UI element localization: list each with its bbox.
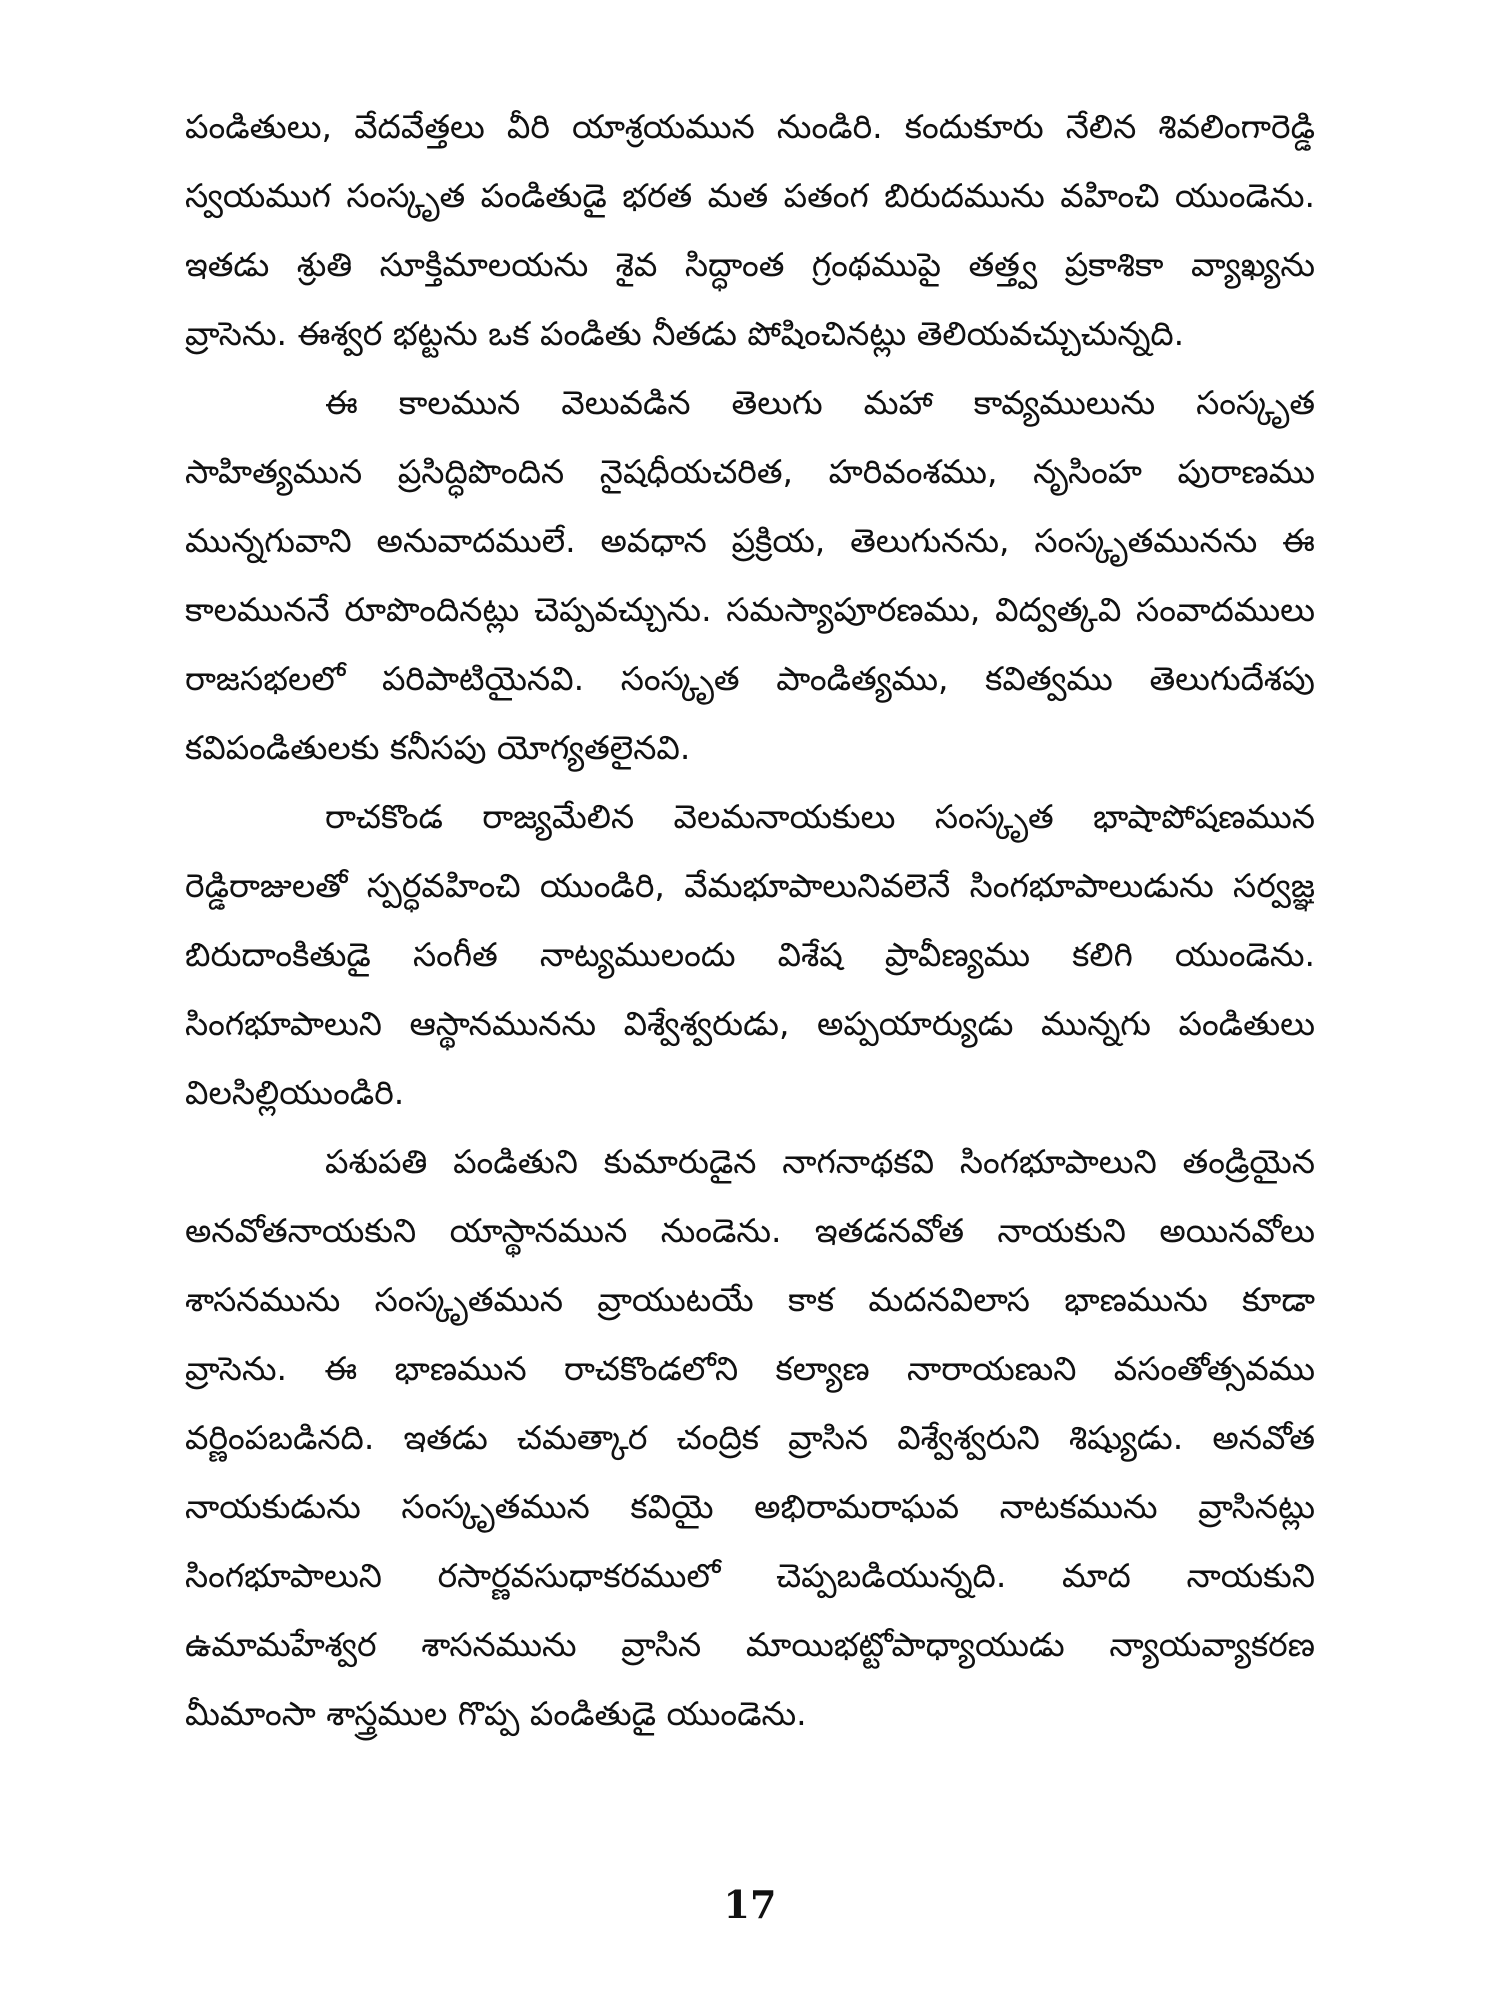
text-line: సింగభూపాలుని ఆస్థానమునను విశ్వేశ్వరుడు, అప్పయార్యుడు మున్నగు పండితులు bbox=[185, 1004, 1315, 1043]
text-line: పశుపతి పండితుని కుమారుడైన నాగనాథకవి సింగభూపాలుని తండ్రియైన bbox=[325, 1142, 1315, 1181]
text-line: వ్రాసెను. ఈ భాణమున రాచకొండలోని కల్యాణ నారాయణుని వసంతోత్సవము bbox=[185, 1349, 1315, 1388]
text-line: రాచకొండ రాజ్యమేలిన వెలమనాయకులు సంస్కృత భాషాపోషణమున bbox=[325, 797, 1315, 836]
text-line: మున్నగువాని అనువాదములే. అవధాన ప్రక్రియ, తెలుగునను, సంస్కృతమునను ఈ bbox=[185, 521, 1315, 560]
text-line: విలసిల్లియుండిరి. bbox=[185, 1073, 405, 1112]
body-text bbox=[185, 92, 1315, 1748]
text-line: సింగభూపాలుని రసార్ణవసుధాకరములో చెప్పబడియున్నది. మాద నాయకుని bbox=[185, 1556, 1315, 1595]
text-line: ఈ కాలమున వెలువడిన తెలుగు మహా కావ్యములును సంస్కృత bbox=[325, 383, 1315, 422]
text-line: వర్ణింపబడినది. ఇతడు చమత్కార చంద్రిక వ్రాసిన విశ్వేశ్వరుని శిష్యుడు. అనవోత bbox=[185, 1418, 1315, 1457]
text-line: మీమాంసా శాస్త్రముల గొప్ప పండితుడై యుండెను. bbox=[185, 1694, 807, 1733]
text-line: నాయకుడును సంస్కృతమున కవియై అభిరామరాఘవ నాటకమును వ్రాసినట్లు bbox=[185, 1487, 1315, 1526]
text-line: ఇతడు శ్రుతి సూక్తిమాలయను శైవ సిద్ధాంత గ్రంథముపై తత్త్వ ప్రకాశికా వ్యాఖ్యను bbox=[185, 245, 1315, 284]
text-line: రాజసభలలో పరిపాటియైనవి. సంస్కృత పాండిత్యము, కవిత్వము తెలుగుదేశపు bbox=[185, 659, 1315, 698]
text-line: ఉమామహేశ్వర శాసనమును వ్రాసిన మాయిభట్టోపాధ్యాయుడు న్యాయవ్యాకరణ bbox=[185, 1625, 1315, 1664]
page-number: 17 bbox=[723, 1882, 777, 1927]
text-line: పండితులు, వేదవేత్తలు వీరి యాశ్రయమున నుండిరి. కందుకూరు నేలిన శివలింగారెడ్డి bbox=[185, 107, 1315, 146]
text-line: రెడ్డిరాజులతో స్పర్ధవహించి యుండిరి, వేమభూపాలునివలెనే సింగభూపాలుడును సర్వజ్ఞ bbox=[185, 866, 1315, 905]
text-line: స్వయముగ సంస్కృత పండితుడై భరత మత పతంగ బిరుదమును వహించి యుండెను. bbox=[185, 176, 1315, 215]
text-line: కవిపండితులకు కనీసపు యోగ్యతలైనవి. bbox=[185, 728, 691, 767]
text-line: శాసనమును సంస్కృతమున వ్రాయుటయే కాక మదనవిలాస భాణమును కూడా bbox=[185, 1280, 1315, 1319]
text-line: వ్రాసెను. ఈశ్వర భట్టను ఒక పండితు నీతడు పోషించినట్లు తెలియవచ్చుచున్నది. bbox=[185, 314, 1185, 353]
text-line: బిరుదాంకితుడై సంగీత నాట్యములందు విశేష ప్రావీణ్యము కలిగి యుండెను. bbox=[185, 935, 1315, 974]
text-line: కాలముననే రూపొందినట్లు చెప్పవచ్చును. సమస్యాపూరణము, విద్వత్కవి సంవాదములు bbox=[185, 590, 1315, 629]
text-line: సాహిత్యమున ప్రసిద్ధిపొందిన నైషధీయచరిత, హరివంశము, నృసింహ పురాణము bbox=[185, 452, 1315, 491]
text-line: అనవోతనాయకుని యాస్థానమున నుండెను. ఇతడనవోత నాయకుని అయినవోలు bbox=[185, 1211, 1315, 1250]
